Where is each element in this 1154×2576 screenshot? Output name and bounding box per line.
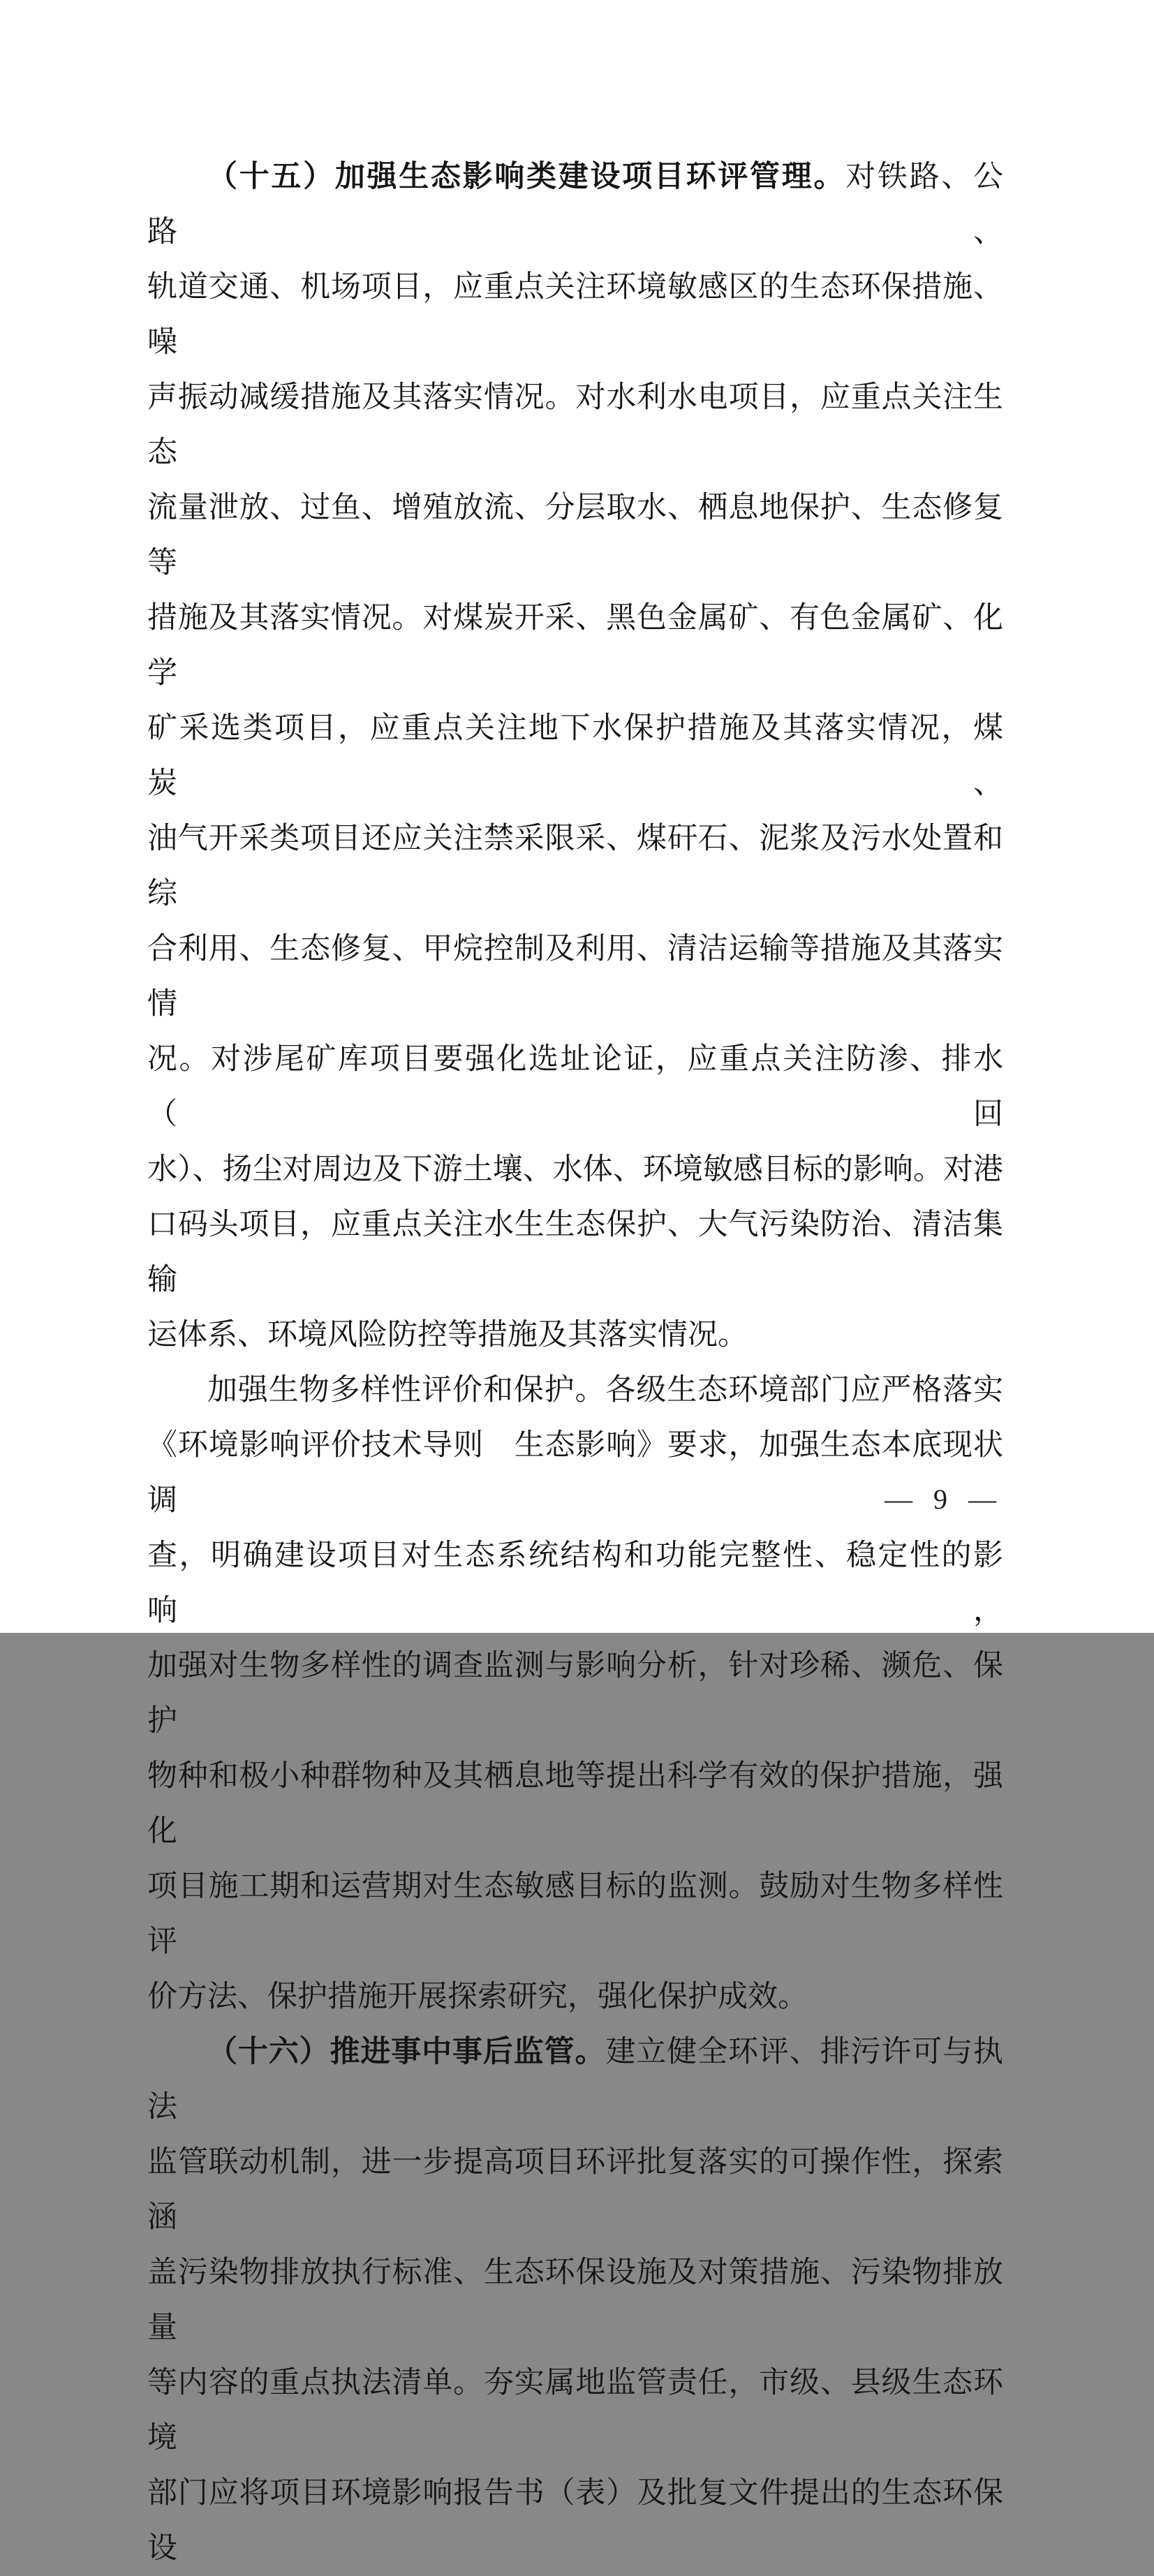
- section-heading-text: （十六）推进事中事后监管。: [207, 2036, 606, 2068]
- body-text: 项目施工期和运营期对生态敏感目标的监测。鼓励对生物多样性评: [147, 1870, 1003, 1958]
- text-line: [147, 1142, 1003, 1197]
- body-text: 况。对涉尾矿库项目要强化选址论证，应重点关注防渗、排水（回: [147, 1043, 1003, 1131]
- text-line: [147, 811, 1003, 921]
- text-line: [147, 2245, 1003, 2355]
- body-text: 流量泄放、过鱼、增殖放流、分层取水、栖息地保护、生态修复等: [147, 491, 1003, 579]
- text-line: [147, 149, 1003, 260]
- body-text: 对铁路、公路、: [147, 161, 1004, 249]
- body-text: 等内容的重点执法清单。夯实属地监管责任，市级、县级生态环境: [147, 2367, 1003, 2455]
- text-line: [147, 1969, 1003, 2024]
- body-text: 盖污染物排放执行标准、生态环保设施及对策措施、污染物排放量: [147, 2256, 1003, 2344]
- page-number: — 9 —: [885, 1483, 1003, 1515]
- body-text: 部门应将项目环境影响报告书（表）及批复文件提出的生态环保设: [147, 2477, 1003, 2565]
- text-line: [147, 480, 1003, 591]
- body-text: 查，明确建设项目对生态系统结构和功能完整性、稳定性的影响，: [147, 1539, 1003, 1627]
- body-text: 《环境影响评价技术导则 生态影响》要求，加强生态本底现状调: [147, 1429, 1003, 1517]
- text-line: [147, 1859, 1003, 1969]
- text-line: [147, 1418, 1003, 1528]
- text-line: [147, 1308, 1003, 1363]
- text-line: [147, 2355, 1003, 2466]
- body-text: 油气开采类项目还应关注禁采限采、煤矸石、泥浆及污水处置和综: [147, 822, 1003, 910]
- text-line: [147, 1638, 1003, 1749]
- text-line: [147, 2466, 1003, 2576]
- text-line: [147, 1363, 1003, 1418]
- text-line: [147, 1749, 1003, 1859]
- body-text: 加强对生物多样性的调查监测与影响分析，针对珍稀、濒危、保护: [147, 1650, 1003, 1738]
- body-text: 矿采选类项目，应重点关注地下水保护措施及其落实情况，煤炭、: [147, 712, 1003, 800]
- document-body: [147, 149, 1003, 2576]
- section-heading-text: （十五）加强生态影响类建设项目环评管理。: [207, 161, 846, 193]
- body-text: 轨道交通、机场项目，应重点关注环境敏感区的生态环保措施、噪: [147, 271, 1003, 359]
- body-text: 运体系、环境风险防控等措施及其落实情况。: [147, 1319, 748, 1352]
- body-text: 声振动减缓措施及其落实情况。对水利水电项目，应重点关注生态: [147, 381, 1003, 469]
- body-text: 物种和极小种群物种及其栖息地等提出科学有效的保护措施，强化: [147, 1760, 1003, 1848]
- body-text: 口码头项目，应重点关注水生生态保护、大气污染防治、清洁集输: [147, 1208, 1003, 1296]
- text-line: [147, 921, 1003, 1032]
- text-line: [147, 370, 1003, 480]
- body-text: 价方法、保护措施开展探索研究，强化保护成效。: [147, 1981, 808, 2013]
- body-text: 建立健全环评、排污许可与执法: [147, 2036, 1004, 2124]
- text-line: [147, 701, 1003, 811]
- text-line: [147, 591, 1003, 701]
- text-line: [147, 1032, 1003, 1142]
- body-text: 监管联动机制，进一步提高项目环评批复落实的可操作性，探索涵: [147, 2146, 1003, 2234]
- body-text: 加强生物多样性评价和保护。各级生态环境部门应严格落实: [207, 1374, 1003, 1407]
- body-text: 合利用、生态修复、甲烷控制及利用、清洁运输等措施及其落实情: [147, 933, 1003, 1021]
- body-text: 水）、扬尘对周边及下游土壤、水体、环境敏感目标的影响。对港: [147, 1153, 1003, 1186]
- text-line: [147, 2024, 1003, 2135]
- body-text: 措施及其落实情况。对煤炭开采、黑色金属矿、有色金属矿、化学: [147, 602, 1003, 690]
- text-line: [147, 1528, 1003, 1638]
- text-line: [147, 2135, 1003, 2245]
- text-line: [147, 1197, 1003, 1308]
- text-line: [147, 260, 1003, 370]
